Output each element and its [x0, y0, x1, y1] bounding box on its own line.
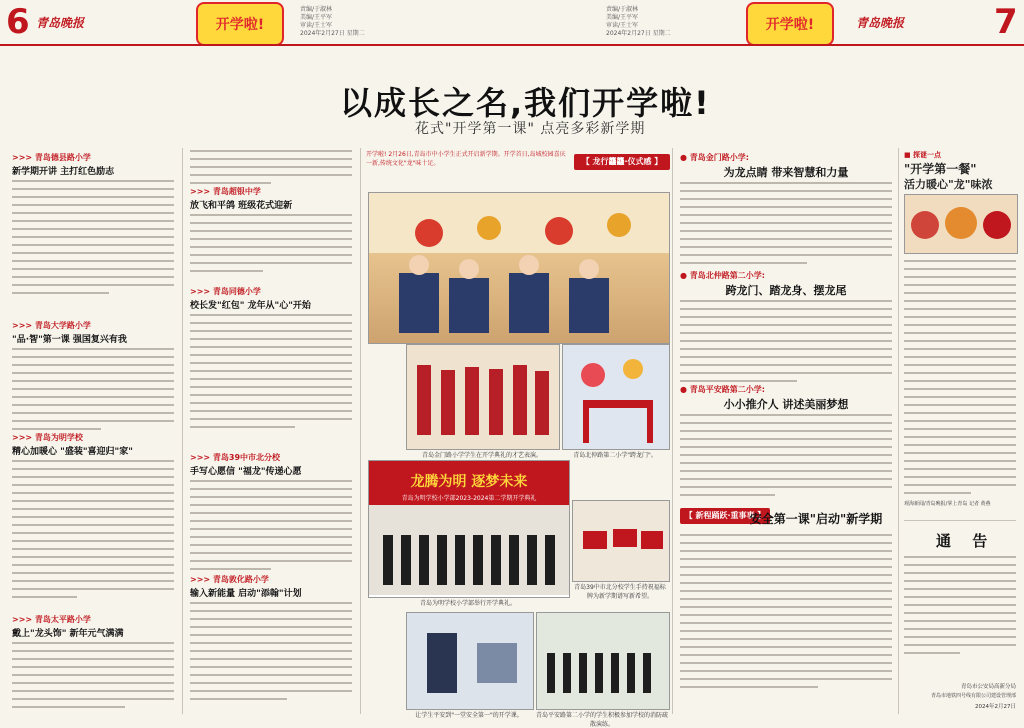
- column-divider: [182, 148, 183, 714]
- photo-caption: 让学生平安到"一堂安全第一"的开学课。: [415, 712, 523, 719]
- right-masthead: 青岛晚报: [856, 16, 905, 30]
- article-school: >>> 青岛超银中学: [190, 187, 261, 196]
- article-title: 小小推介人 讲述美丽梦想: [723, 398, 849, 411]
- right-date: 2024年2月27日 星期二: [606, 30, 671, 37]
- logo-text-right: 开学啦!: [765, 17, 815, 33]
- photo-illustration: [369, 505, 569, 595]
- article-school: >>> 青岛为明学校: [12, 433, 83, 442]
- article-title: 新学期开讲 主打红色励志: [12, 167, 115, 177]
- right-meta: [606, 6, 671, 38]
- column-divider: [898, 148, 899, 714]
- photo-illustration: [563, 345, 669, 449]
- article-school: ● 青岛金门路小学:: [680, 153, 749, 162]
- article-body: [12, 460, 174, 604]
- sidebar-byline: 观海新闻/青岛晚报/掌上青岛 记者 黄燕: [904, 501, 991, 507]
- article-title: 手写心愿信 "福龙"传递心愿: [190, 467, 302, 477]
- column-divider: [672, 148, 673, 714]
- article-title: "品·智"第一课 强国复兴有我: [12, 335, 127, 345]
- notice-org-2: 青岛市地铁四号线有限公司建设管理部: [930, 693, 1016, 699]
- photo-illustration: [537, 613, 669, 709]
- article-title: 为龙点睛 带来智慧和力量: [723, 166, 849, 179]
- sidebar-tag: ■ 探谜一点: [904, 151, 942, 159]
- photo-caption: 青岛为明学校小学部举行开学典礼。: [419, 600, 516, 607]
- right-meta-1: 责编/于淑林: [606, 6, 639, 13]
- photo-fire-drill: [536, 612, 670, 710]
- left-meta: [300, 6, 365, 38]
- article-body: [190, 214, 352, 278]
- photo-illustration: [573, 501, 669, 581]
- right-meta-3: 审读/王士军: [606, 22, 639, 29]
- article-title: 校长发"红包" 龙年从"心"开始: [190, 301, 311, 311]
- left-masthead: 青岛晚报: [36, 16, 85, 30]
- article-body: [190, 314, 352, 434]
- left-meta-3: 审读/王士军: [300, 22, 333, 29]
- article-body: [12, 348, 174, 436]
- photo-illustration: [407, 613, 533, 709]
- sidebar-title-1: "开学第一餐": [904, 162, 977, 176]
- photo-illustration: [905, 195, 1017, 253]
- article-body: [190, 480, 352, 576]
- article-body: [190, 150, 352, 190]
- right-meta-2: 美编/王平军: [606, 14, 639, 21]
- banner-line-2: 青岛为明学校小学部2023-2024第二学期开学典礼: [369, 493, 569, 505]
- article-school: >>> 青岛大学路小学: [12, 321, 91, 330]
- article-body: [190, 602, 352, 706]
- article-school: ● 青岛平安路第二小学:: [680, 385, 765, 394]
- photo-dragon-gate: [562, 344, 670, 450]
- article-body: [12, 642, 174, 714]
- article-title: 放飞和平鸽 班级花式迎新: [190, 201, 293, 211]
- article-body: [680, 534, 892, 694]
- photo-safety-lesson: [406, 612, 534, 710]
- article-body: [680, 300, 892, 388]
- left-date: 2024年2月27日 星期二: [300, 30, 365, 37]
- photo-caption: 青岛金门路小学学生在开学典礼的才艺表演。: [421, 452, 542, 459]
- main-subtitle: 花式"开学第一课" 点亮多彩新学期: [415, 121, 646, 137]
- photo-caption: 青岛平安路第二小学的学生积极参加学校的消防疏散演练。: [536, 712, 669, 728]
- article-school: >>> 青岛39中市北分校: [190, 453, 281, 462]
- logo-text: 开学啦!: [215, 17, 265, 33]
- notice-body: [904, 556, 1016, 660]
- notice-rule: [904, 520, 1016, 521]
- article-school: >>> 青岛敦化路小学: [190, 575, 269, 584]
- article-school: >>> 青岛德县路小学: [12, 153, 91, 162]
- safety-tag: 【 新程踊跃·重事事 】: [680, 508, 770, 524]
- article-school: ● 青岛北仲路第二小学:: [680, 271, 765, 280]
- article-body: [12, 180, 174, 300]
- sidebar-body: [904, 260, 1016, 500]
- article-school: >>> 青岛同德小学: [190, 287, 261, 296]
- intro-text: 开学啦! 2月26日,青岛市中小学生正式开启新学期。开学首日,岛城校园喜庆一新,传统文化"龙"味十足。: [366, 151, 566, 167]
- photo-dragon-dance: [368, 192, 670, 344]
- photo-performance: [406, 344, 560, 450]
- photo-weiming-ceremony: [368, 460, 570, 598]
- article-title: 安全第一课"启动"新学期: [749, 512, 883, 526]
- photo-illustration: [407, 345, 559, 449]
- left-page-number: 6: [6, 2, 30, 42]
- article-body: [680, 182, 892, 270]
- sidebar-title-2: 活力暖心"龙"味浓: [904, 178, 993, 191]
- left-meta-2: 美编/王平军: [300, 14, 333, 21]
- main-headline: 以成长之名,我们开学啦!: [340, 84, 711, 122]
- notice-title: 通 告: [936, 532, 996, 550]
- section-tag: 【 龙行龘龘·仪式感 】: [574, 154, 670, 170]
- notice-date: 2024年2月27日: [975, 704, 1016, 710]
- left-meta-1: 责编/于淑林: [300, 6, 333, 13]
- photo-caption: 青岛北仲路第二小学"跨龙门"。: [573, 452, 657, 459]
- header-rule: [0, 44, 1024, 46]
- article-school: >>> 青岛太平路小学: [12, 615, 91, 624]
- photo-caption: 青岛39中市北分校学生手持祝福标牌为新学期谱写新希望。: [574, 584, 666, 600]
- banner-line-1: 龙腾为明 逐梦未来: [369, 461, 569, 493]
- photo-meal: [904, 194, 1018, 254]
- photo-blessing-cards: [572, 500, 670, 582]
- column-divider: [360, 148, 361, 714]
- left-logo: [196, 2, 284, 46]
- right-page-number: 7: [994, 2, 1018, 42]
- article-title: 精心加暖心 "盛装"喜迎归"家": [12, 447, 133, 457]
- article-title: 输入新能量 启动"添翰"计划: [190, 589, 302, 599]
- photo-illustration: [369, 193, 669, 343]
- right-logo: [746, 2, 834, 46]
- article-body: [680, 414, 892, 502]
- article-title: 戴上"龙头饰" 新年元气满满: [12, 629, 124, 639]
- article-title: 跨龙门、踏龙身、摆龙尾: [725, 284, 847, 297]
- notice-org: 青岛市公安局高新分局: [960, 684, 1016, 690]
